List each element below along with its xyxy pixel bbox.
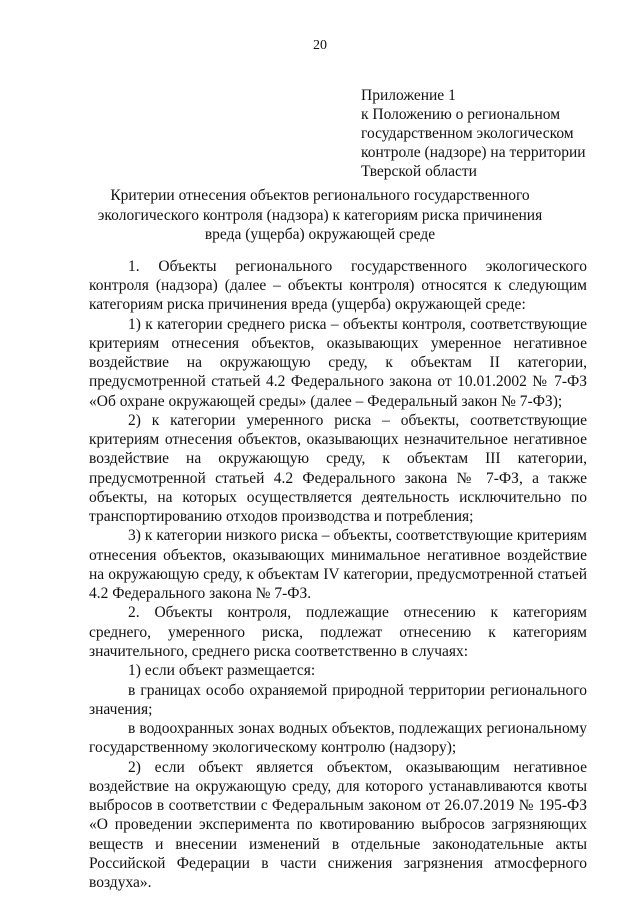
title-line: экологического контроля (надзора) к категориям риска причинения bbox=[97, 206, 543, 224]
title-line: Критерии отнесения объектов регионального государственного bbox=[110, 187, 530, 204]
appendix-line: контроле (надзоре) на территории bbox=[361, 144, 586, 161]
paragraph: 1) к категории среднего риска – объекты контроля, соответствующие критериям отнесения объектов, оказывающих умеренное негативное воздействие на окружающую среду, к объектам II категории, предусмотренной статьей 4.2 Федерального закона от 10.01.2002 № 7-ФЗ «Об охране окружающей среды» (далее – Федеральный закон № 7-ФЗ); bbox=[89, 315, 587, 410]
appendix-line: к Положению о региональном bbox=[361, 106, 561, 123]
appendix-line: государственном экологическом bbox=[361, 125, 574, 142]
paragraph: 1) если объект размещается: bbox=[128, 662, 316, 680]
paragraph: 1. Объекты регионального государственного экологического контроля (надзора) (далее – объекты контроля) относятся к следующим категориям риска причинения вреда (ущерба) окружающей среде: bbox=[89, 258, 587, 314]
paragraph: в водоохранных зонах водных объектов, подлежащих региональному государственному экологическому контролю (надзору); bbox=[89, 720, 587, 757]
appendix-line: Тверской области bbox=[361, 163, 477, 180]
appendix-block bbox=[361, 86, 611, 181]
paragraph: 3) к категории низкого риска – объекты, соответствующие критериям отнесения объектов, оказывающих минимальное негативное воздействие на окружающую среду, к объектам IV категории, предусмотренной статьей 4.2 Федерального закона № 7-ФЗ. bbox=[89, 527, 587, 603]
paragraph: 2) если объект является объектом, оказывающим негативное воздействие на окружающую среду, для которого устанавливаются квоты выбросов в соответствии с Федеральным законом от 26.07.2019 № 195-ФЗ «О проведении эксперимента по квотированию выбросов загрязняющих веществ и внесении изменений в отдельные законодательные акты Российской Федерации в части снижения загрязнения атмосферного воздуха». bbox=[89, 758, 587, 891]
title-line: вреда (ущерба) окружающей среде bbox=[204, 226, 436, 243]
document-title bbox=[80, 186, 560, 245]
document-body bbox=[89, 257, 587, 892]
paragraph: 2) к категории умеренного риска – объекты, соответствующие критериям отнесения объектов, оказывающих незначительное негативное воздействие на окружающую среду, к объектам III категории, предусмотренной статьей 4.2 Федерального закона № 7-ФЗ, а также объекты, на которых осуществляется деятельность исключительно по транспортированию отходов производства и потребления; bbox=[89, 412, 587, 526]
paragraph: 2. Объекты контроля, подлежащие отнесению к категориям среднего, умеренного риска, подлежат отнесению к категориям значительного, среднего риска соответственно в случаях: bbox=[89, 604, 587, 660]
paragraph: в границах особо охраняемой природной территории регионального значения; bbox=[89, 681, 587, 718]
appendix-line: Приложение 1 bbox=[361, 87, 456, 104]
page-number: 20 bbox=[313, 38, 327, 53]
